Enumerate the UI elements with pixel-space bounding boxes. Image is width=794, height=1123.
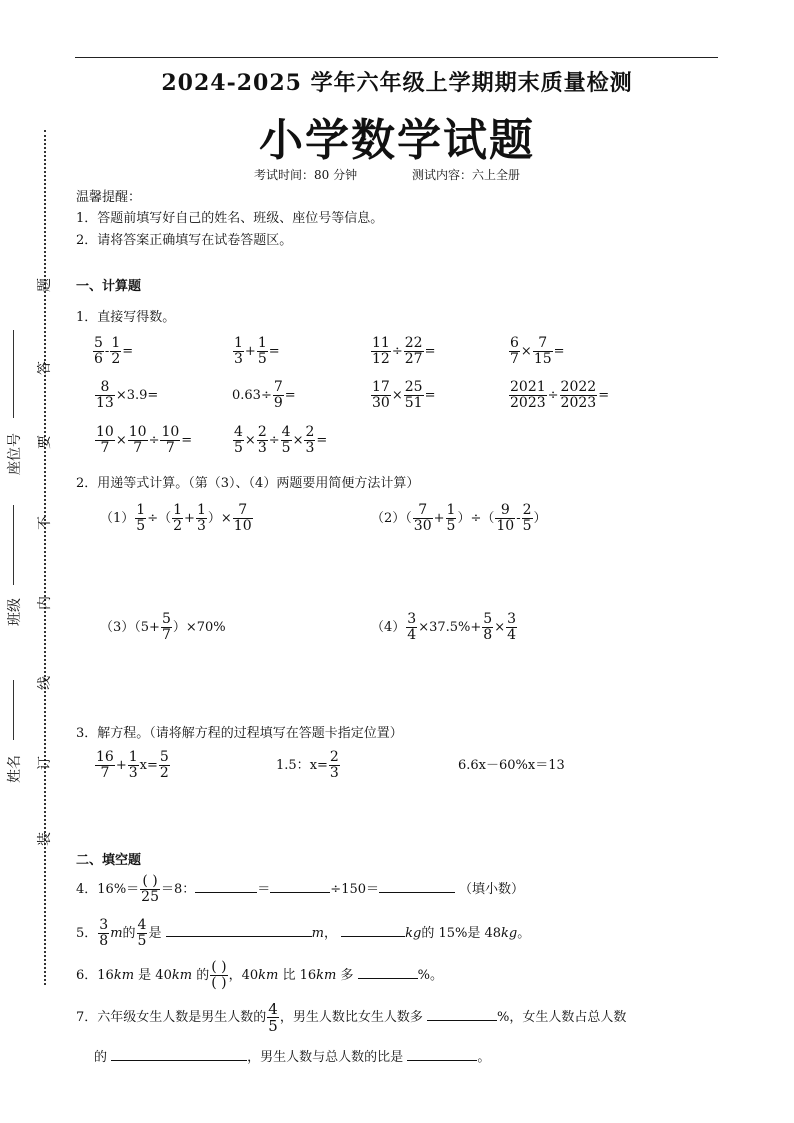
seal-char-ti: 题 [37,278,53,292]
q1-item-8: $\frac{2021}{2023}$ ÷ $\frac{2022}{2023}$ = [510,379,610,411]
q2-part-4: （4） $\frac{3}{4}$ ×37.5%+ $\frac{5}{8}$ × $\frac{3}{4}$ [371,611,517,643]
seal-char-ding: 订 [37,756,53,770]
exam-content: 测试内容：六上全册 [412,168,521,182]
exam-subtitle: 2024-2025 学年六年级上学期期末质量检测 [161,70,633,96]
q1-heading: 1．直接写得数。 [76,310,176,325]
seat-line[interactable] [13,330,14,418]
seal-char-yao: 要 [37,435,53,449]
tip-2: 2．请将答案正确填写在试卷答题区。 [76,233,293,248]
q7-line-1: 7．六年级女生人数是男生人数的 $\frac{4}{5}$ ，男生人数比女生人数多 %，女生人数占总人数 [76,1000,627,1035]
q3-eq-1: $\frac{16}{7}$ + $\frac{1}{3}$ x= $\frac{5}{2}$ [96,749,169,781]
exam-title: 小学数学试题 [259,115,535,166]
class-label: 班级 [7,598,23,626]
header-rule [75,57,718,58]
q1-item-5: $\frac{8}{13}$ ×3.9= [96,379,159,411]
q5-blank-2[interactable] [341,922,405,937]
q7-line-2: 的 ，男生人数与总人数的比是 。 [94,1046,490,1065]
q5-blank-1[interactable] [166,922,312,937]
q1-item-10: $\frac{4}{5}$ × $\frac{2}{3}$ ÷ $\frac{4}{5}$ × $\frac{2}{3}$ = [234,424,328,456]
name-label: 姓名 [7,755,23,783]
tip-1: 1．答题前填写好自己的姓名、班级、座位号等信息。 [76,211,384,226]
seal-char-nei: 内 [37,596,53,610]
class-line[interactable] [13,505,14,585]
binding-dotted-line [44,130,46,985]
seal-char-xian: 线 [37,676,53,690]
q2-part-2: （2）（ $\frac{7}{30}$ + $\frac{1}{5}$ ）÷（ $\frac{9}{10}$ - $\frac{2}{5}$ ） [371,502,547,534]
exam-time: 考试时间：80 分钟 [254,168,358,182]
q4-blank-3[interactable] [379,878,455,893]
seal-char-bu: 不 [37,516,53,530]
q1-item-9: $\frac{10}{7}$ × $\frac{10}{7}$ ÷ $\frac{10}{7}$ = [96,424,193,456]
section1-title: 一、计算题 [76,279,142,294]
seat-label: 座位号 [7,433,23,475]
q1-item-2: $\frac{1}{3}$ + $\frac{1}{5}$ = [234,335,280,367]
q1-item-6: 0.63÷ $\frac{7}{9}$ = [232,379,296,411]
q3-eq-2: 1.5：x= $\frac{2}{3}$ [276,749,339,781]
tips-heading: 温馨提醒： [76,190,142,205]
q2-heading: 2．用递等式计算。（第（3）、（4）两题要用简便方法计算） [76,476,420,491]
seal-char-zhuang: 装 [37,832,53,846]
q3-heading: 3．解方程。（请将解方程的过程填写在答题卡指定位置） [76,726,403,741]
q7-blank-3[interactable] [407,1046,477,1061]
seal-char-da: 答 [37,361,53,375]
q3-eq-3: 6.6x－60%x＝13 [458,758,565,773]
q1-item-3: $\frac{11}{12}$ ÷ $\frac{22}{27}$ = [372,335,436,367]
q2-part-3: （3）（5+ $\frac{5}{7}$ ）×70% [100,611,226,643]
q1-item-4: $\frac{6}{7}$ × $\frac{7}{15}$ = [510,335,565,367]
q1-item-1: $\frac{5}{6}$ - $\frac{1}{2}$ = [94,335,134,367]
q6-blank[interactable] [358,964,418,979]
q4: 4．16%＝ $\frac{( )}{25}$ ＝8： ＝ ÷150＝ （填小数） [76,873,525,905]
section2-title: 二、填空题 [76,853,142,868]
q6: 6．16km 是 40km 的 $\frac{( )}{( )}$ ，40km 比 16km 多 %。 [76,959,444,991]
q2-part-1: （1） $\frac{1}{5}$ ÷（ $\frac{1}{2}$ + $\frac{1}{3}$ ）× $\frac{7}{10}$ [100,502,252,534]
q4-blank-2[interactable] [270,878,330,893]
name-line[interactable] [13,680,14,740]
q7-blank-2[interactable] [111,1046,247,1061]
q1-item-7: $\frac{17}{30}$ × $\frac{25}{51}$ = [372,379,436,411]
q4-blank-1[interactable] [195,878,257,893]
q5: 5． $\frac{3}{8}$ m的 $\frac{4}{5}$ 是 m， kg的 15%是 48kg。 [76,917,531,949]
q7-blank-1[interactable] [427,1006,497,1021]
